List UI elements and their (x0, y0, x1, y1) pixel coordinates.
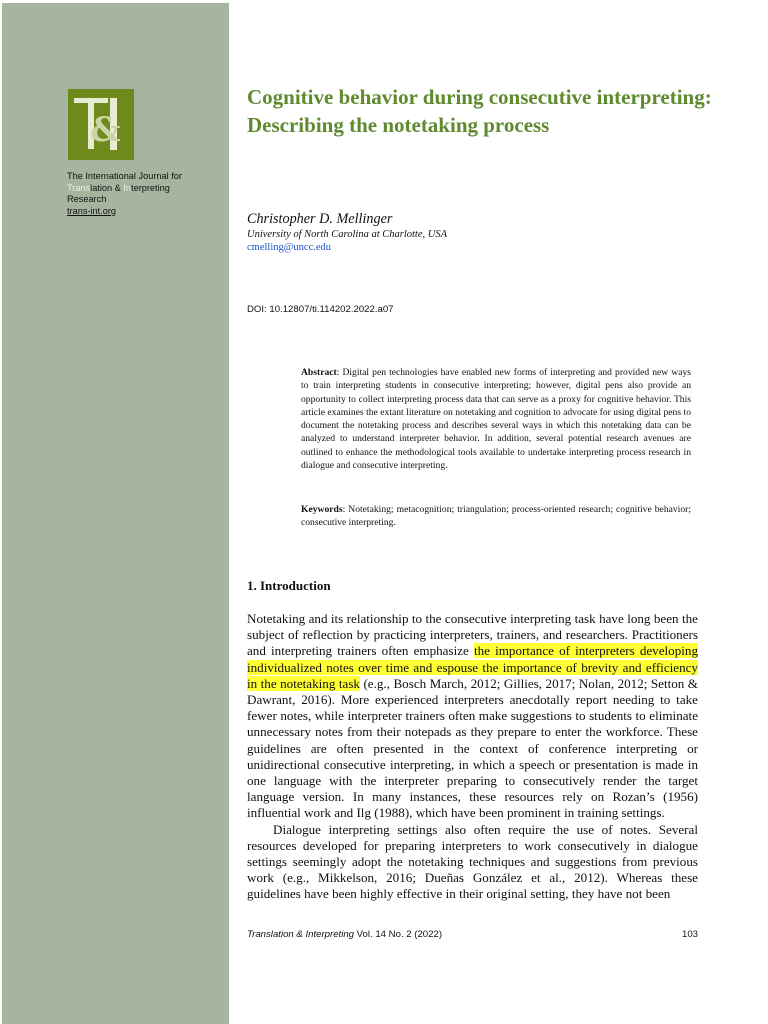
t-and-i-logo-mark (68, 89, 134, 160)
footer-journal-name: Translation & Interpreting (247, 929, 355, 940)
journal-name-line3: Research (67, 194, 107, 205)
paragraph-1-end: (e.g., Bosch March, 2012; Gillies, 2017; Nolan, 2012; Setton & Dawrant, 2016). More experienced interpreters anecdotally report needing to take fewer notes, while interpreter trainers often make suggestions to students to eliminate unnecessary notes from their notepads as they prepare to enter the workforce. These guidelines are often presented in the context of conference interpreting or unidirectional consecutive interpreting, in which a speech or presentation is made in one language with the interpreter preparing to consecutively render the target language version. In many instances, these resources rely on Rozan’s (1956) influential work and Ilg (1988), which have been prominent in training settings. (247, 675, 698, 821)
abstract-label: Abstract (301, 367, 337, 378)
paragraph-2: Dialogue interpreting settings also often require the use of notes. Several resources developed for preparing interpreters to work consecutively in dialogue settings seemingly adopt the notetaking techniques and suggestions from previous work (e.g., Mikkelson, 2016; Dueñas González et al., 2012). Whereas these guidelines have been highly effective in their original setting, they have not been (247, 821, 698, 902)
keywords (301, 503, 691, 530)
keywords-text: : Notetaking; metacognition; triangulation; process-oriented research; cognitive behavior; consecutive interpreting. (301, 504, 691, 529)
svg-text:&: & (90, 110, 121, 150)
journal-name-terpreting: terpreting (131, 182, 170, 193)
author-email-link[interactable]: cmelling@uncc.edu (247, 242, 332, 253)
journal-name-trans: Trans (67, 182, 91, 193)
journal-name-in: In (123, 182, 132, 193)
journal-name-line1: The International Journal for (67, 171, 182, 181)
abstract (301, 366, 691, 472)
paragraph-1 (247, 611, 698, 822)
author-affiliation: University of North Carolina at Charlotte, USA (247, 229, 447, 240)
author-name: Christopher D. Mellinger (247, 211, 393, 227)
keywords-label: Keywords (301, 504, 343, 515)
doi-line: DOI: 10.12807/ti.114202.2022.a07 (247, 304, 394, 315)
section-heading-introduction: 1. Introduction (247, 578, 331, 593)
page-number: 103 (681, 929, 698, 940)
abstract-text: : Digital pen technologies have enabled new forms of interpreting and provided new ways to train interpreting students in consecutive interpreting; however, digital pens also provide an opportunity to collect interpreting process data that can serve as a proxy for cognitive behavior. This article examines the extant literature on notetaking and cognition to advocate for using digital pens to document the notetaking process and describes several ways in which this notetaking data can be analyzed to understand interpreter behavior. In addition, several potential research avenues are outlined to enhance the methodological tools available to undertake interpreting process research in dialogue and consecutive interpreting. (301, 367, 691, 472)
journal-name-block (67, 171, 217, 217)
journal-name-lation: lation & (90, 182, 124, 193)
journal-name-line2 (67, 183, 217, 195)
highlighted-text: the importance of interpreters developing individualized notes over time and espouse the importance of brevity and efficiency in the notetaking task (247, 643, 699, 691)
footer-journal-title (247, 929, 442, 940)
journal-website-link[interactable]: trans-int.org (67, 205, 117, 216)
journal-logo (68, 89, 134, 160)
body-text (247, 611, 698, 903)
paragraph-1-start: Notetaking and its relationship to the consecutive interpreting task have long been the subject of reflection by practicing interpreters, trainers, and researchers. Practitioners and interpreting trainers often emphasize (247, 611, 698, 659)
page-footer (247, 929, 698, 940)
footer-volume: Vol. 14 No. 2 (2022) (354, 929, 443, 940)
article-title: Cognitive behavior during consecutive interpreting: Describing the notetaking process (247, 85, 712, 137)
